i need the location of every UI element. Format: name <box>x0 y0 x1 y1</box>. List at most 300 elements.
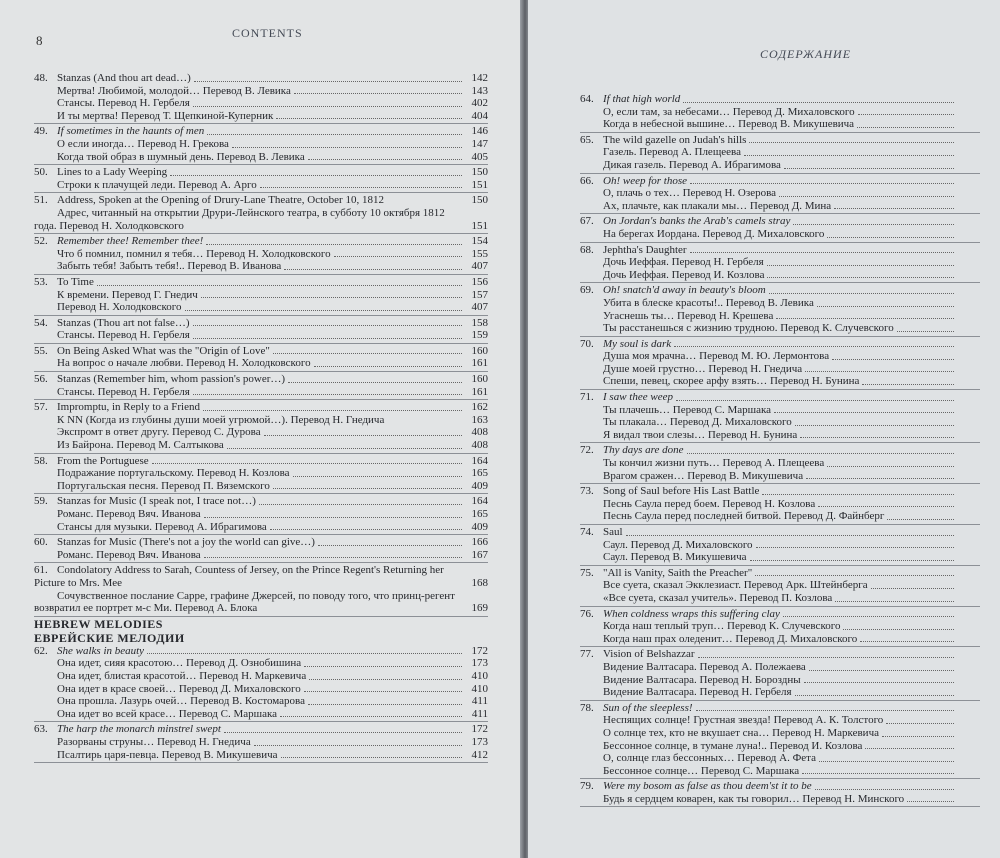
toc-line <box>34 439 488 452</box>
toc-entry <box>580 702 980 780</box>
page-ref: 163 <box>471 413 488 426</box>
entry-title: Газель. Перевод А. Плещеева <box>603 146 741 159</box>
leader-dots <box>308 159 462 160</box>
toc-line <box>34 373 488 386</box>
leader-dots <box>858 114 954 115</box>
leader-dots <box>897 331 954 332</box>
leader-dots <box>193 325 462 326</box>
entry-number: 58. <box>34 454 48 467</box>
toc-line <box>580 106 980 119</box>
entry-number: 65. <box>580 133 594 146</box>
toc-line <box>34 549 488 562</box>
entry-number: 59. <box>34 495 48 508</box>
toc-line <box>580 702 980 715</box>
leader-dots <box>152 463 462 464</box>
page-ref: 411 <box>471 695 488 708</box>
toc-line <box>580 429 980 442</box>
entry-number: 57. <box>34 401 48 414</box>
toc-entry <box>580 780 980 807</box>
toc-line <box>580 444 980 457</box>
leader-dots <box>827 466 954 467</box>
page-ref: 408 <box>471 426 488 439</box>
entry-number: 77. <box>580 648 594 661</box>
entry-number: 63. <box>34 723 48 736</box>
leader-dots <box>774 412 954 413</box>
entry-title: О, солнце глаз бессонных… Перевод А. Фета <box>603 752 816 765</box>
toc-entry <box>34 495 488 535</box>
leader-dots <box>264 435 462 436</box>
toc-line <box>580 648 980 661</box>
toc-line <box>580 338 980 351</box>
entry-title: Impromptu, in Reply to a Friend <box>57 401 200 414</box>
leader-dots <box>170 175 462 176</box>
entry-title: Она идет во всей красе… Перевод С. Маршака <box>57 707 278 720</box>
entry-number: 51. <box>34 194 48 207</box>
toc-entry <box>34 125 488 165</box>
leader-dots <box>259 504 462 505</box>
toc-line <box>580 187 980 200</box>
leader-dots <box>232 147 462 148</box>
leader-dots <box>805 371 954 372</box>
toc-entry <box>580 391 980 443</box>
toc-line <box>34 151 488 164</box>
toc-line <box>580 780 980 793</box>
toc-line <box>34 683 488 696</box>
entry-title: О если иногда… Перевод Н. Грекова <box>57 137 229 150</box>
page-ref: 402 <box>471 97 488 110</box>
leader-dots <box>784 168 954 169</box>
entry-title: Она идет в красе своей… Перевод Д. Михаловского <box>57 682 301 695</box>
toc-line <box>34 194 488 207</box>
toc-entry <box>34 564 488 616</box>
toc-line <box>34 426 488 439</box>
entry-number: 49. <box>34 125 48 138</box>
page-ref: 409 <box>471 479 488 492</box>
entry-title: Stanzas (And thou art dead…) <box>57 72 191 84</box>
leader-dots <box>819 761 954 762</box>
toc-list-left <box>34 72 488 764</box>
leader-dots <box>815 789 954 790</box>
entry-title: Oh! snatch'd away in beauty's bloom <box>603 284 766 297</box>
page-ref: 172 <box>471 644 488 657</box>
leader-dots <box>827 237 954 238</box>
toc-line <box>580 310 980 323</box>
toc-line <box>34 289 488 302</box>
toc-line <box>580 567 980 580</box>
toc-line <box>34 467 488 480</box>
entry-number: 72. <box>580 444 594 457</box>
entry-title: Романс. Перевод Вяч. Иванова <box>57 548 201 561</box>
leader-dots <box>276 118 462 119</box>
page-ref: 158 <box>471 316 488 329</box>
leader-dots <box>280 716 462 717</box>
toc-entry <box>580 175 980 215</box>
toc-line <box>580 391 980 404</box>
entry-title: I saw thee weep <box>603 391 673 404</box>
page-ref: 150 <box>471 166 488 179</box>
entry-title: Романс. Перевод Вяч. Иванова <box>57 508 201 520</box>
leader-dots <box>204 517 462 518</box>
leader-dots <box>207 134 462 135</box>
entry-title: If that high world <box>603 93 681 105</box>
toc-line <box>34 166 488 179</box>
page-ref: 164 <box>471 454 488 467</box>
toc-line <box>34 329 488 342</box>
page-ref: 172 <box>471 723 488 736</box>
toc-line <box>580 498 980 511</box>
toc-line <box>580 200 980 213</box>
toc-entry <box>34 235 488 275</box>
page-ref: 410 <box>471 669 488 682</box>
toc-line <box>34 235 488 248</box>
page-ref: 408 <box>471 439 488 452</box>
leader-dots <box>835 601 954 602</box>
entry-title: Она идет, сияя красотою… Перевод Д. Ознобишина <box>57 657 302 670</box>
toc-line <box>580 608 980 621</box>
toc-line <box>580 620 980 633</box>
toc-line <box>580 159 980 172</box>
entry-title: Стансы. Перевод Н. Гербеля <box>57 97 190 110</box>
entry-title: Vision of Belshazzar <box>603 648 695 661</box>
toc-line <box>34 723 488 736</box>
page-ref: 404 <box>471 109 488 122</box>
toc-line <box>580 674 980 687</box>
entry-number: 70. <box>580 337 594 350</box>
entry-title: Sun of the sleepless! <box>603 701 693 714</box>
leader-dots <box>800 437 954 438</box>
toc-entry <box>34 276 488 316</box>
leader-dots <box>755 575 954 576</box>
toc-entry <box>34 455 488 495</box>
leader-dots <box>767 265 954 266</box>
toc-line <box>34 110 488 123</box>
toc-entry <box>34 72 488 124</box>
toc-entry <box>580 134 980 174</box>
toc-line <box>34 125 488 138</box>
entry-number: 69. <box>580 284 594 297</box>
entry-title: "All is Vanity, Saith the Preacher" <box>603 566 753 579</box>
entry-title: Стансы для музыки. Перевод А. Ибрагимова <box>57 520 267 533</box>
entry-title: О, плачь о тех… Перевод Н. Озерова <box>603 187 777 200</box>
entry-title: Stanzas for Music (There's not a joy the world can give…) <box>57 536 315 549</box>
page-ref: 155 <box>471 247 488 260</box>
entry-title: Мертва! Любимой, молодой… Перевод В. Левика <box>57 84 291 97</box>
entry-title: Она идет, блистая красотой… Перевод Н. Маркевича <box>57 669 307 682</box>
leader-dots <box>793 224 954 225</box>
toc-line <box>580 470 980 483</box>
entry-title: Jephtha's Daughter <box>603 243 687 256</box>
leader-dots <box>762 494 954 495</box>
entry-number: 76. <box>580 607 594 620</box>
entry-number: 68. <box>580 243 594 256</box>
toc-entry <box>34 345 488 372</box>
leader-dots <box>206 244 462 245</box>
toc-line <box>580 633 980 646</box>
page-ref: 166 <box>471 536 488 549</box>
entry-title: Когда наш теплый труп… Перевод К. Случевского <box>603 620 841 633</box>
leader-dots <box>882 736 954 737</box>
entry-title: Забыть тебя! Забыть тебя!.. Перевод В. Иванова <box>57 260 282 273</box>
leader-dots <box>750 560 954 561</box>
toc-line <box>580 322 980 335</box>
toc-line <box>580 727 980 740</box>
toc-line <box>580 93 980 106</box>
toc-entry <box>34 373 488 400</box>
toc-line <box>34 345 488 358</box>
toc-line <box>580 752 980 765</box>
toc-line <box>34 508 488 521</box>
toc-line <box>34 590 488 615</box>
leader-dots <box>744 155 954 156</box>
leader-dots <box>304 666 462 667</box>
toc-line <box>580 526 980 539</box>
page-ref: 160 <box>471 373 488 386</box>
entry-title: Saul <box>603 526 623 538</box>
entry-title: Стансы. Перевод Н. Гербеля <box>57 329 190 342</box>
toc-line <box>580 269 980 282</box>
entry-title: Дикая газель. Перевод А. Ибрагимова <box>603 158 781 171</box>
entry-number: 74. <box>580 526 594 538</box>
toc-line <box>34 97 488 110</box>
leader-dots <box>193 106 462 107</box>
toc-line <box>580 118 980 131</box>
toc-line <box>34 357 488 370</box>
toc-line <box>580 714 980 727</box>
toc-entry <box>580 93 980 133</box>
entry-title: Врагом сражен… Перевод В. Микушевича <box>603 469 804 482</box>
entry-title: Видение Валтасара. Перевод Н. Гербеля <box>603 686 792 699</box>
toc-line <box>580 375 980 388</box>
leader-dots <box>260 187 462 188</box>
entry-title: She walks in beauty <box>57 644 145 657</box>
leader-dots <box>194 81 462 82</box>
entry-title: Адрес, читанный на открытии Друри-Лейнского театра, в субботу 10 октября 1812 года. Перевод Н. Холодковского <box>34 206 445 232</box>
leader-dots <box>294 93 462 94</box>
entry-title: Lines to a Lady Weeping <box>57 166 168 179</box>
toc-line <box>580 485 980 498</box>
leader-dots <box>308 704 462 705</box>
entry-title: Oh! weep for those <box>603 174 688 187</box>
leader-dots <box>314 366 462 367</box>
section-heading-ru: ЕВРЕЙСКИЕ МЕЛОДИИ <box>34 630 185 645</box>
leader-dots <box>273 353 462 354</box>
toc-line <box>580 256 980 269</box>
entry-title: Stanzas (Remember him, whom passion's power…) <box>57 373 286 386</box>
leader-dots <box>843 629 954 630</box>
leader-dots <box>683 102 954 103</box>
entry-number: 64. <box>580 93 594 105</box>
toc-line <box>34 85 488 98</box>
leader-dots <box>626 535 954 536</box>
entry-title: Убита в блеске красоты!.. Перевод В. Левика <box>603 296 814 309</box>
entry-title: If sometimes in the haunts of men <box>57 125 205 138</box>
toc-line <box>580 350 980 363</box>
entry-title: Стансы. Перевод Н. Гербеля <box>57 385 190 398</box>
leader-dots <box>203 410 462 411</box>
leader-dots <box>795 425 954 426</box>
toc-line <box>580 416 980 429</box>
leader-dots <box>832 359 954 360</box>
leader-dots <box>776 318 954 319</box>
entry-title: К времени. Перевод Г. Гнедич <box>57 288 198 301</box>
entry-title: На берегах Иордана. Перевод Д. Михаловского <box>603 227 825 240</box>
entry-title: Ах, плачьте, как плакали мы… Перевод Д. Мина <box>603 199 832 212</box>
entry-title: Когда твой образ в шумный день. Перевод В. Левика <box>57 150 305 163</box>
entry-title: Stanzas for Music (I speak not, I trace not…) <box>57 495 256 508</box>
toc-line <box>580 297 980 310</box>
leader-dots <box>270 529 462 530</box>
entry-title: Спеши, певец, скорее арфу взять… Перевод Н. Бунина <box>603 375 860 388</box>
leader-dots <box>818 506 954 507</box>
page-ref: 407 <box>471 301 488 314</box>
leader-dots <box>224 732 462 733</box>
entry-title: Видение Валтасара. Перевод Н. Бороздны <box>603 673 801 686</box>
page-ref: 165 <box>471 467 488 480</box>
toc-entry <box>580 215 980 242</box>
entry-number: 60. <box>34 536 48 549</box>
entry-title: Condolatory Address to Sarah, Countess of Jersey, on the Prince Regent's Returning her Picture to Mrs. Mee <box>34 564 444 589</box>
entry-title: Строки к плачущей леди. Перевод А. Арго <box>57 178 257 191</box>
entry-number: 48. <box>34 72 48 84</box>
leader-dots <box>871 588 954 589</box>
entry-title: My soul is dark <box>603 337 672 350</box>
page-ref: 159 <box>471 329 488 342</box>
entry-title: When coldness wraps this suffering clay <box>603 607 780 620</box>
leader-dots <box>769 293 954 294</box>
toc-line <box>580 284 980 297</box>
toc-line <box>34 495 488 508</box>
entry-title: Неспящих солнце! Грустная звезда! Перевод А. К. Толстого <box>603 714 884 727</box>
entry-title: Thy days are done <box>603 444 684 457</box>
toc-entry <box>580 648 980 700</box>
leader-dots <box>304 691 462 692</box>
toc-line <box>34 695 488 708</box>
entry-number: 71. <box>580 391 594 404</box>
entry-number: 62. <box>34 644 48 657</box>
entry-title: Were my bosom as false as thou deem'st it to be <box>603 780 812 793</box>
leader-dots <box>318 545 462 546</box>
entry-number: 73. <box>580 485 594 498</box>
toc-line <box>34 72 488 85</box>
toc-entry <box>34 166 488 193</box>
page-ref: 156 <box>471 275 488 288</box>
page-ref: 142 <box>471 72 488 84</box>
leader-dots <box>185 310 463 311</box>
leader-dots <box>193 338 462 339</box>
leader-dots <box>147 653 462 654</box>
toc-line <box>34 276 488 289</box>
toc-line <box>34 414 488 427</box>
entry-title: На вопрос о начале любви. Перевод Н. Холодковского <box>57 357 311 370</box>
leader-dots <box>795 695 954 696</box>
entry-title: Саул. Перевод Д. Михаловского <box>603 538 753 551</box>
toc-entry <box>580 608 980 648</box>
leader-dots <box>288 382 462 383</box>
toc-line <box>34 564 488 589</box>
leader-dots <box>698 657 954 658</box>
toc-line <box>34 260 488 273</box>
toc-line <box>34 708 488 721</box>
toc-line <box>580 510 980 523</box>
leader-dots <box>783 616 954 617</box>
leader-dots <box>865 748 954 749</box>
entry-number: 66. <box>580 174 594 187</box>
entry-title: Псалтирь царя-певца. Перевод В. Микушевича <box>57 748 278 761</box>
entry-title: Когда в небесной вышине… Перевод В. Микушевича <box>603 118 855 131</box>
leader-dots <box>696 710 954 711</box>
page-ref: 151 <box>471 219 488 232</box>
entry-title: Экспромт в ответ другу. Перевод С. Дурова <box>57 426 261 439</box>
entry-number: 61. <box>34 564 48 577</box>
leader-dots <box>309 679 462 680</box>
toc-line <box>34 301 488 314</box>
toc-entry <box>34 401 488 453</box>
leader-dots <box>802 773 954 774</box>
leader-dots <box>690 183 954 184</box>
entry-title: Душе моей грустно… Перевод Н. Гнедича <box>603 362 803 375</box>
page-ref: 405 <box>471 150 488 163</box>
toc-line <box>580 146 980 159</box>
entry-title: Подражание португальскому. Перевод Н. Козлова <box>57 467 290 480</box>
running-header: CONTENTS <box>232 26 303 40</box>
entry-title: Португальская песня. Перевод П. Вяземского <box>57 479 270 492</box>
leader-dots <box>284 269 462 270</box>
toc-line <box>580 175 980 188</box>
entry-title: The harp the monarch minstrel swept <box>57 723 221 736</box>
entry-title: Песнь Саула перед боем. Перевод Н. Козлова <box>603 497 816 510</box>
toc-line <box>34 480 488 493</box>
leader-dots <box>756 547 954 548</box>
page-ref: 161 <box>471 385 488 398</box>
leader-dots <box>690 252 954 253</box>
toc-entry <box>580 444 980 484</box>
entry-title: The wild gazelle on Judah's hills <box>603 133 747 146</box>
toc-line <box>580 244 980 257</box>
toc-entry <box>34 645 488 723</box>
toc-line <box>34 207 488 232</box>
entry-number: 67. <box>580 215 594 228</box>
toc-line <box>34 455 488 468</box>
toc-entry <box>580 244 980 284</box>
entry-title: Песнь Саула перед последней битвой. Перевод Д. Файнберг <box>603 510 885 523</box>
toc-line <box>34 317 488 330</box>
leader-dots <box>193 394 462 395</box>
page-ref: 157 <box>471 288 488 301</box>
toc-line <box>580 740 980 753</box>
page-ref: 143 <box>471 84 488 97</box>
toc-entry <box>34 536 488 563</box>
toc-line <box>580 793 980 806</box>
page-ref: 410 <box>471 682 488 695</box>
toc-line <box>580 228 980 241</box>
running-header-ru: СОДЕРЖАНИЕ <box>760 47 852 61</box>
toc-entry <box>34 194 488 234</box>
entry-number: 79. <box>580 780 594 793</box>
entry-title: On Jordan's banks the Arab's camels stray <box>603 215 791 228</box>
right-page <box>528 0 1000 858</box>
toc-line <box>580 457 980 470</box>
page-ref: 150 <box>471 194 488 207</box>
entry-title: Remember thee! Remember thee! <box>57 235 204 248</box>
entry-title: Саул. Перевод В. Микушевича <box>603 551 747 564</box>
leader-dots <box>862 384 954 385</box>
entry-title: Сочувственное послание Сарре, графине Джерсей, по поводу того, что принц-регент возвратил ее портрет м-с Ми. Перевод А. Блока <box>34 589 455 615</box>
toc-entry <box>34 723 488 763</box>
toc-line <box>34 645 488 658</box>
leader-dots <box>227 448 462 449</box>
entry-title: Дочь Иеффая. Перевод Н. Гербеля <box>603 256 764 269</box>
leader-dots <box>834 208 954 209</box>
